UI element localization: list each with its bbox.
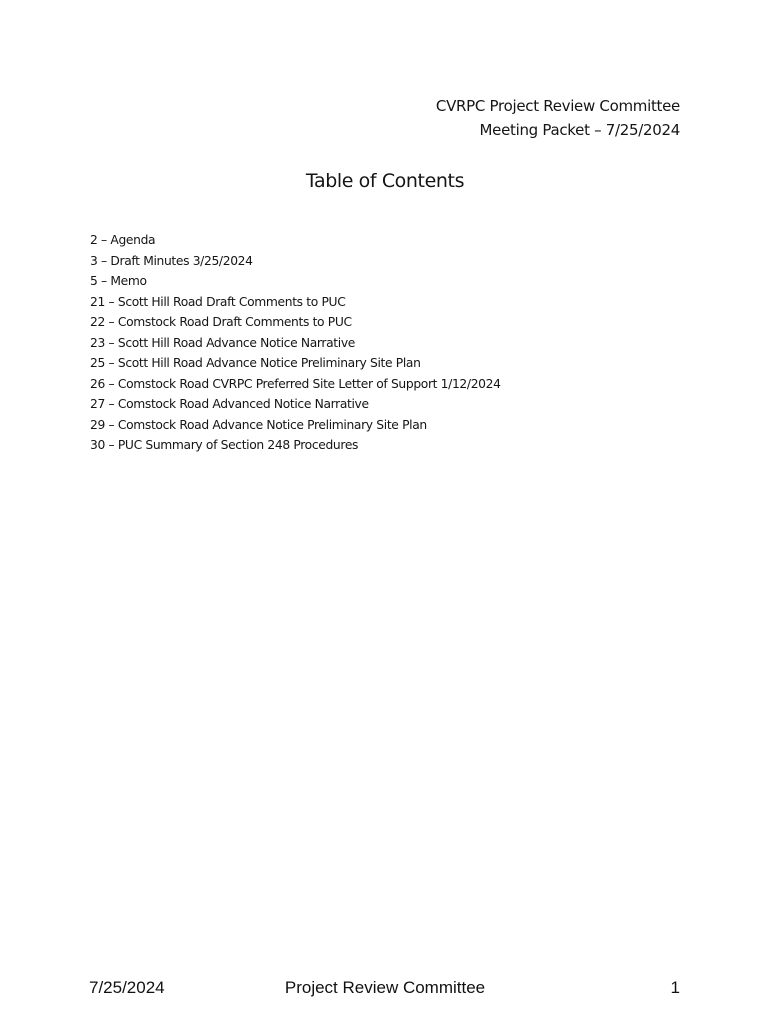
toc-item-scott-hill-narrative: 23 – Scott Hill Road Advance Notice Narrative bbox=[90, 335, 355, 350]
page-number: 1 bbox=[670, 978, 680, 997]
toc-item-puc-section-248: 30 – PUC Summary of Section 248 Procedures bbox=[90, 438, 359, 452]
toc-item-comstock-narrative: 27 – Comstock Road Advanced Notice Narrative bbox=[90, 397, 369, 411]
toc-list bbox=[90, 230, 501, 456]
toc-title: Table of Contents bbox=[305, 170, 465, 192]
toc-item-comstock-comments: 22 – Comstock Road Draft Comments to PUC bbox=[90, 315, 352, 329]
document-header bbox=[436, 94, 680, 142]
toc-item-scott-hill-comments: 21 – Scott Hill Road Draft Comments to PUC bbox=[90, 294, 346, 309]
page-footer bbox=[0, 978, 770, 1000]
toc-item-draft-minutes: 3 – Draft Minutes 3/25/2024 bbox=[90, 253, 253, 268]
footer-title: Project Review Committee bbox=[284, 978, 486, 997]
footer-date: 7/25/2024 bbox=[89, 978, 165, 997]
toc-item-scott-hill-site-plan: 25 – Scott Hill Road Advance Notice Preliminary Site Plan bbox=[90, 356, 421, 370]
packet-date: Meeting Packet – 7/25/2024 bbox=[479, 121, 680, 139]
toc-item-comstock-letter-of-support: 26 – Comstock Road CVRPC Preferred Site Letter of Support 1/12/2024 bbox=[90, 376, 501, 391]
organization-name: CVRPC Project Review Committee bbox=[435, 97, 680, 115]
toc-item-agenda: 2 – Agenda bbox=[90, 233, 156, 247]
toc-item-comstock-site-plan: 29 – Comstock Road Advance Notice Preliminary Site Plan bbox=[90, 417, 427, 432]
toc-item-memo: 5 – Memo bbox=[90, 274, 147, 288]
